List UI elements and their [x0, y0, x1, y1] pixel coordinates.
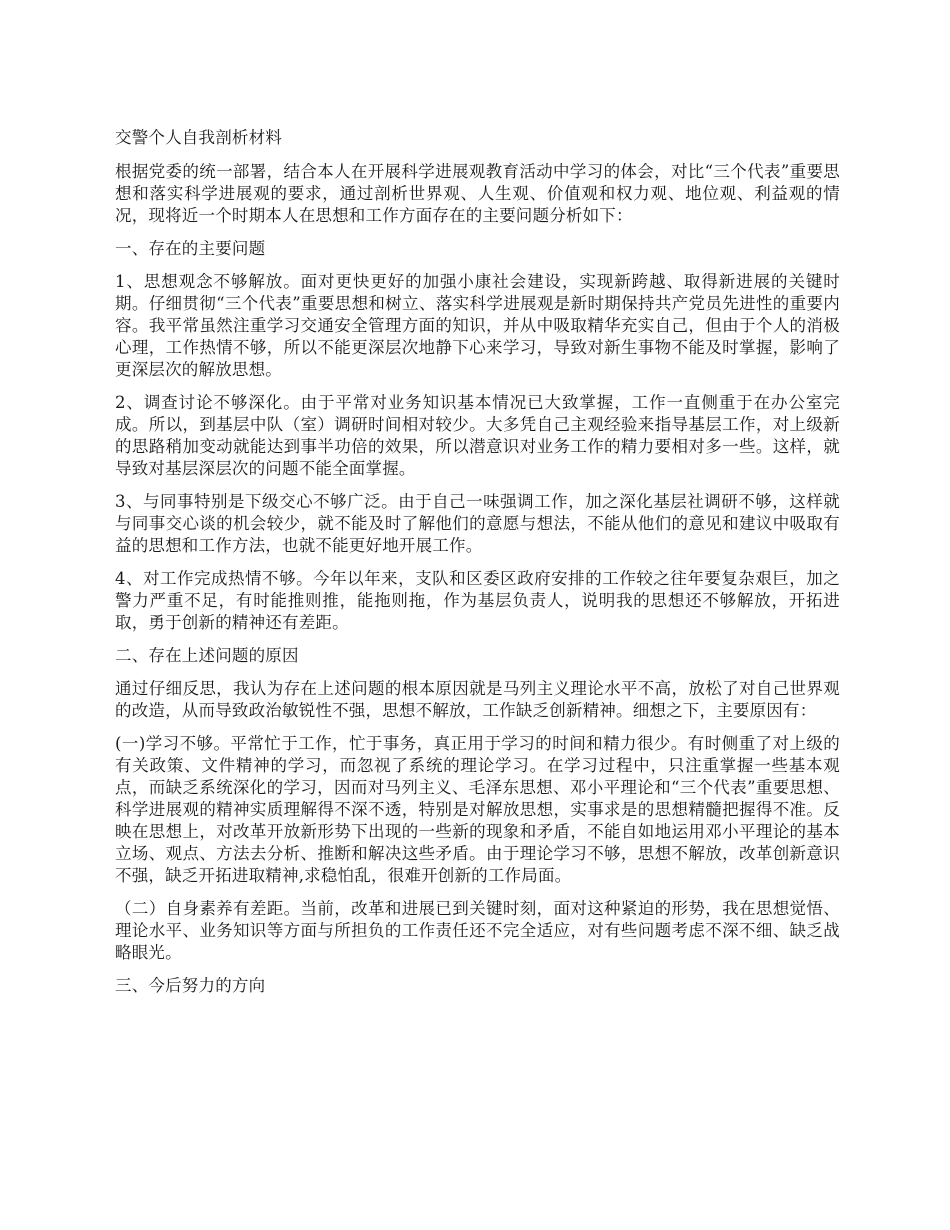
problem-paragraph-3: 3、与同事特别是下级交心不够广泛。由于自己一味强调工作，加之深化基层社调研不够，这样就与同事交心谈的机会较少，就不能及时了解他们的意愿与想法，不能从他们的意见和建议中吸取有益的思想和工作方法，也就不能更好地开展工作。 — [115, 492, 840, 555]
problem-paragraph-4: 4、对工作完成热情不够。今年以年来，支队和区委区政府安排的工作较之往年要复杂艰巨，加之警力严重不足，有时能推则推，能拖则拖，作为基层负责人，说明我的思想还不够解放，开拓进取，勇于创新的精神还有差距。 — [115, 569, 840, 632]
causes-intro-paragraph: 通过仔细反思，我认为存在上述问题的根本原因就是马列主义理论水平不高，放松了对自己世界观的改造，从而导致政治敏锐性不强，思想不解放，工作缺乏创新精神。细想之下，主要原因有： — [115, 679, 840, 720]
problem-paragraph-1: 1、思想观念不够解放。面对更快更好的加强小康社会建设，实现新跨越、取得新进展的关键时期。仔细贯彻“三个代表”重要思想和树立、落实科学进展观是新时期保持共产党员先进性的重要内容。我平常虽然注重学习交通安全管理方面的知识，并从中吸取精华充实自己，但由于个人的消极心理，工作热情不够，所以不能更深层次地静下心来学习，导致对新生事物不能及时掌握，影响了更深层次的解放思想。 — [115, 272, 840, 379]
intro-paragraph: 根据党委的统一部署，结合本人在开展科学进展观教育活动中学习的体会，对比“三个代表”重要思想和落实科学进展观的要求，通过剖析世界观、人生观、价值观和权力观、地位观、利益观的情况，现将近一个时期本人在思想和工作方面存在的主要问题分析如下： — [115, 162, 840, 225]
cause-paragraph-2: （二）自身素养有差距。当前，改革和进展已到关键时刻，面对这种紧迫的形势，我在思想觉悟、理论水平、业务知识等方面与所担负的工作责任还不完全适应，对有些问题考虑不深不细、缺乏战略眼光。 — [115, 899, 840, 962]
section-heading-direction: 三、今后努力的方向 — [115, 976, 266, 995]
cause-paragraph-1: (一)学习不够。平常忙于工作，忙于事务，真正用于学习的时间和精力很少。有时侧重了对上级的有关政策、文件精神的学习，而忽视了系统的理论学习。在学习过程中，只注重掌握一些基本观点，而缺乏系统深化的学习，因而对马列主义、毛泽东思想、邓小平理论和“三个代表”重要思想、科学进展观的精神实质理解得不深不透，特别是对解放思想，实事求是的思想精髓把握得不准。反映在思想上，对改革开放新形势下出现的一些新的现象和矛盾，不能自如地运用邓小平理论的基本立场、观点、方法去分析、推断和解决这些矛盾。由于理论学习不够，思想不解放，改革创新意识不强，缺乏开拓进取精神,求稳怕乱，很难开创新的工作局面。 — [115, 734, 840, 885]
section-heading-causes: 二、存在上述问题的原因 — [115, 646, 299, 665]
problem-paragraph-2: 2、调查讨论不够深化。由于平常对业务知识基本情况已大致掌握，工作一直侧重于在办公室完成。所以，到基层中队（室）调研时间相对较少。大多凭自己主观经验来指导基层工作，对上级新的思路稍加变动就能达到事半功倍的效果，所以潜意识对业务工作的精力要相对多一些。这样，就导致对基层深层次的问题不能全面掌握。 — [115, 393, 840, 478]
document-title: 交警个人自我剖析材料 — [115, 128, 282, 147]
section-heading-problems: 一、存在的主要问题 — [115, 239, 266, 258]
document-body — [115, 127, 840, 1008]
